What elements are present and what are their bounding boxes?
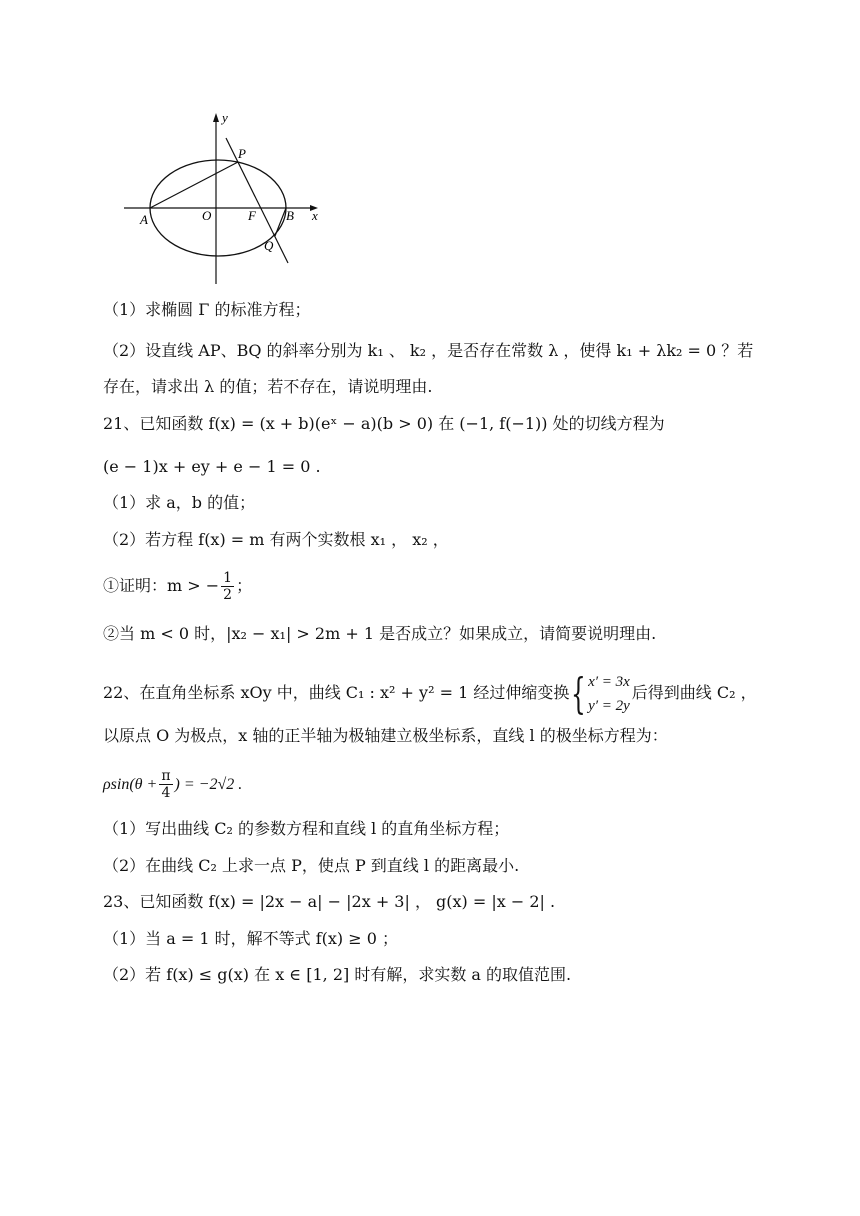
label-a: A bbox=[140, 212, 148, 227]
fraction-numerator: 1 bbox=[223, 570, 233, 586]
problem-20-part-2-line-1: （2）设直线 AP、BQ 的斜率分别为 k₁ 、 k₂ ，是否存在常数 λ ，使得 k₁ + λk₂ = 0 ？若 bbox=[103, 341, 754, 360]
label-p: P bbox=[238, 146, 246, 161]
problem-23-part-1: （1）当 a = 1 时，解不等式 f(x) ≥ 0 ； bbox=[103, 929, 399, 948]
problem-23-part-2: （2）若 f(x) ≤ g(x) 在 x ∈ [1, 2] 时有解，求实数 a 的取值范围. bbox=[103, 965, 572, 984]
problem-22-text: 22、在直角坐标系 xOy 中，曲线 C₁ : x² + y² = 1 经过伸缩变换 bbox=[103, 683, 570, 702]
line-pq bbox=[226, 138, 288, 263]
polar-tail: ) = −2√2 . bbox=[174, 776, 243, 793]
problem-20-part-2-line-2: 存在，请求出 λ 的值；若不存在，请说明理由. bbox=[103, 377, 433, 396]
fraction-one-half bbox=[221, 570, 234, 603]
problem-21-part-2-ii: ②当 m < 0 时，|x₂ − x₁| > 2m + 1 是否成立？如果成立，请简要说明理由. bbox=[103, 624, 657, 643]
problem-21-part-2-i bbox=[103, 570, 803, 603]
problem-23-stem: 23、已知函数 f(x) = |2x − a| − |2x + 3| ， g(x) = |x − 2| . bbox=[103, 892, 556, 911]
polar-head: ρsin(θ + bbox=[103, 776, 158, 793]
label-x: x bbox=[312, 208, 318, 223]
y-axis-arrow-icon bbox=[213, 113, 219, 122]
problem-22-stem-line-1 bbox=[103, 666, 803, 720]
label-y: y bbox=[222, 110, 228, 125]
label-b: B bbox=[286, 208, 294, 223]
problem-22-part-1: （1）写出曲线 C₂ 的参数方程和直线 l 的直角坐标方程； bbox=[103, 819, 510, 838]
problem-21-part-2: （2）若方程 f(x) = m 有两个实数根 x₁ ， x₂ ， bbox=[103, 530, 449, 549]
ellipse-figure bbox=[118, 108, 338, 288]
problem-21-stem-line-2: (e − 1)x + ey + e − 1 = 0 . bbox=[103, 457, 321, 476]
problem-22-polar-equation bbox=[103, 764, 803, 805]
label-o: O bbox=[202, 208, 212, 223]
label-q: Q bbox=[264, 238, 274, 253]
problem-21-stem-line-1: 21、已知函数 f(x) = (x + b)(eˣ − a)(b > 0) 在 (−1, f(−1)) 处的切线方程为 bbox=[103, 414, 665, 433]
stretch-tail: 后得到曲线 C₂ ， bbox=[631, 683, 757, 702]
ellipse-diagram bbox=[118, 108, 338, 288]
fraction-denominator: 4 bbox=[161, 785, 171, 801]
stretch-row-2: y′ = 2y bbox=[588, 697, 630, 714]
chord-bq bbox=[275, 208, 286, 236]
problem-22-part-2: （2）在曲线 C₂ 上求一点 P，使点 P 到直线 l 的距离最小. bbox=[103, 856, 520, 875]
problem-22-stem-line-2: 以原点 O 为极点，x 轴的正半轴为极轴建立极坐标系，直线 l 的极坐标方程为： bbox=[103, 726, 668, 745]
brace-glyph: { bbox=[571, 668, 587, 718]
stretch-row-1: x′ = 3x bbox=[588, 673, 630, 690]
part-2-i-tail: ； bbox=[236, 576, 253, 595]
problem-21-part-1: （1）求 a，b 的值； bbox=[103, 493, 256, 512]
problem-20-part-1: （1）求椭圆 Γ 的标准方程； bbox=[103, 300, 311, 319]
part-2-i-text: ①证明：m > − bbox=[103, 576, 220, 595]
fraction-numerator: π bbox=[161, 768, 171, 784]
fraction-pi-over-4 bbox=[159, 768, 172, 801]
label-f: F bbox=[248, 208, 256, 223]
fraction-denominator: 2 bbox=[223, 587, 233, 603]
chord-ap bbox=[150, 162, 238, 208]
stretch-transform-system bbox=[588, 670, 630, 718]
